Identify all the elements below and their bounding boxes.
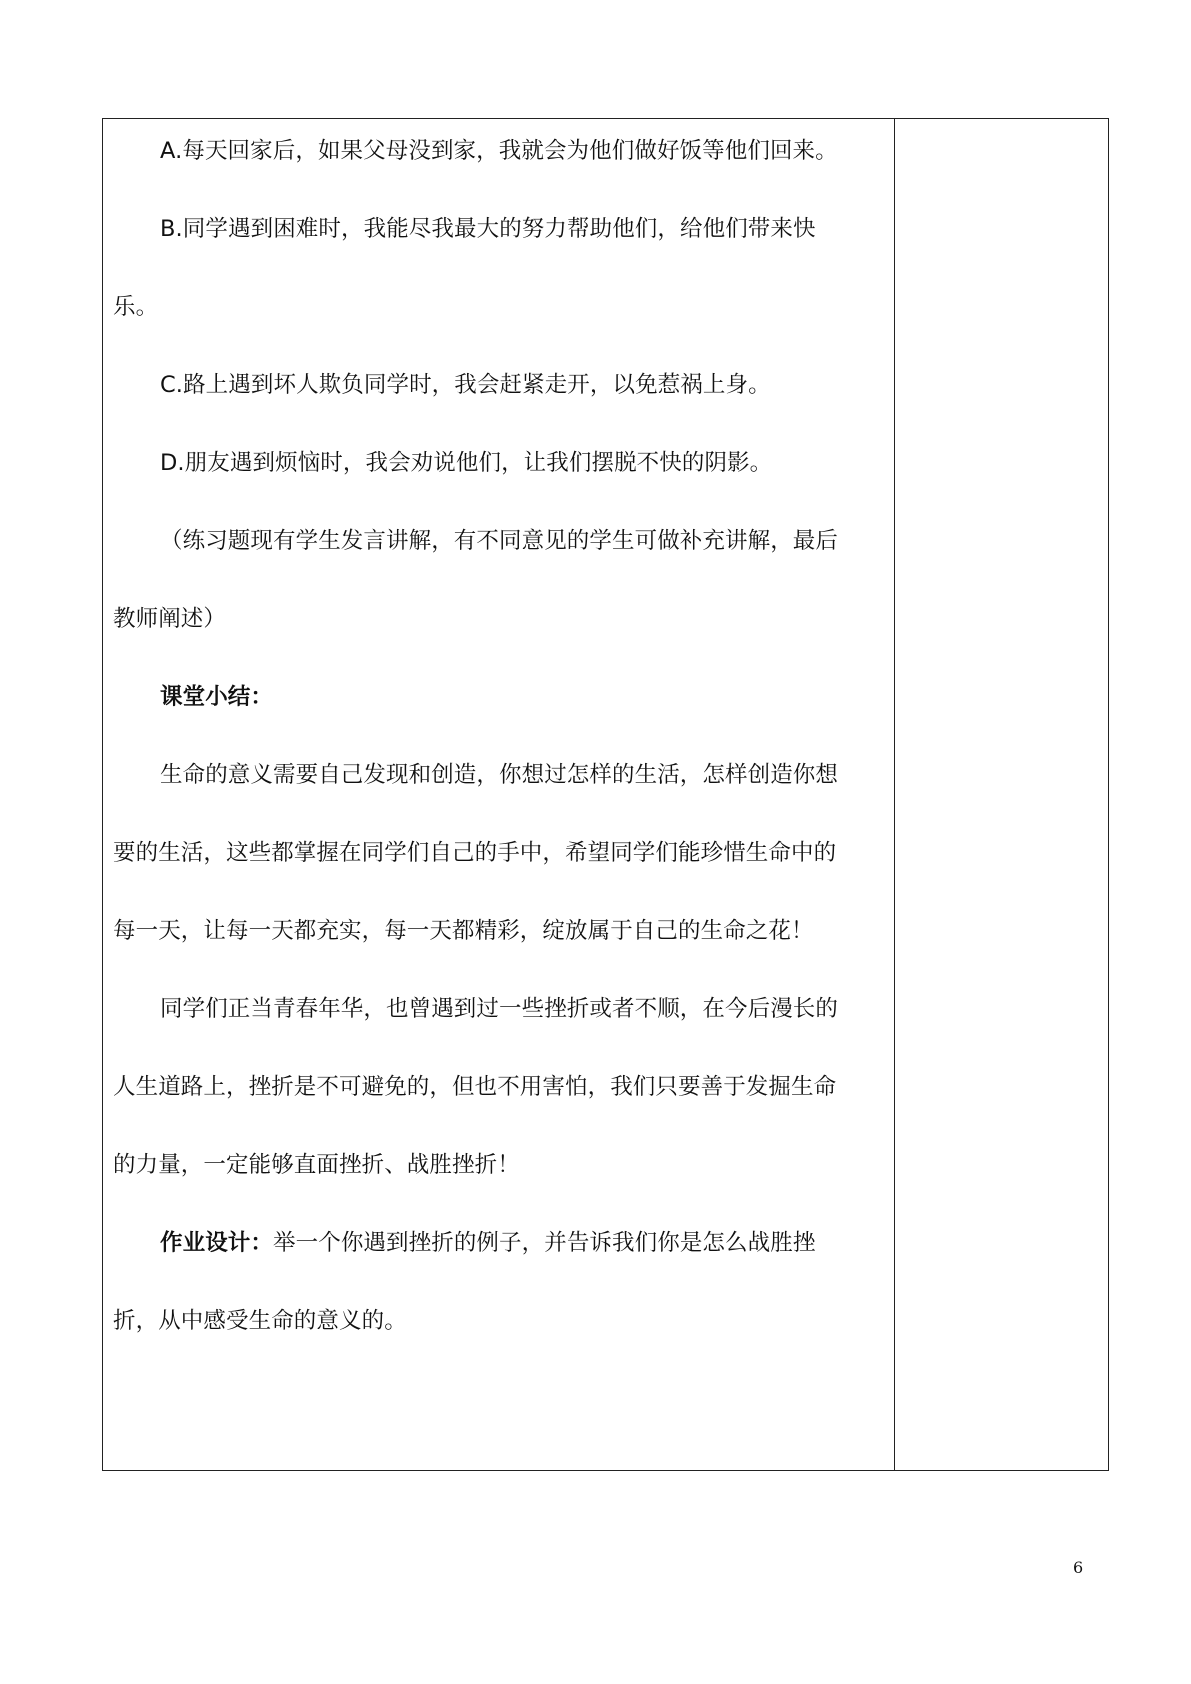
- summary-paragraph-2-line-1: 同学们正当青春年华，也曾遇到过一些挫折或者不顺，在今后漫长的: [160, 996, 839, 1022]
- summary-heading: 课堂小结：: [160, 684, 274, 710]
- homework-text: 举一个你遇到挫折的例子，并告诉我们你是怎么战胜挫: [273, 1230, 816, 1256]
- exercise-note: （练习题现有学生发言讲解，有不同意见的学生可做补充讲解，最后: [160, 528, 839, 554]
- summary-paragraph-1-line-1: 生命的意义需要自己发现和创造，你想过怎样的生活，怎样创造你想: [160, 762, 839, 788]
- homework-label: 作业设计：: [160, 1230, 274, 1256]
- homework-line: [160, 1228, 815, 1258]
- exercise-note-continued: 教师阐述）: [113, 606, 227, 632]
- option-c: C.路上遇到坏人欺负同学时，我会赶紧走开，以免惹祸上身。: [160, 372, 771, 398]
- notes-cell: [896, 119, 1108, 1470]
- option-a: A.每天回家后，如果父母没到家，我就会为他们做好饭等他们回来。: [160, 138, 838, 164]
- lesson-table: [102, 118, 1109, 1471]
- option-d: D.朋友遇到烦恼时，我会劝说他们，让我们摆脱不快的阴影。: [160, 450, 773, 476]
- page-number: 6: [1073, 1558, 1084, 1577]
- option-b: B.同学遇到困难时，我能尽我最大的努力帮助他们，给他们带来快: [160, 216, 816, 242]
- summary-paragraph-1-line-3: 每一天，让每一天都充实，每一天都精彩，绽放属于自己的生命之花！: [113, 918, 814, 944]
- summary-paragraph-2-line-2: 人生道路上，挫折是不可避免的，但也不用害怕，我们只要善于发掘生命: [113, 1074, 837, 1100]
- summary-paragraph-1-line-2: 要的生活，这些都掌握在同学们自己的手中，希望同学们能珍惜生命中的: [113, 840, 837, 866]
- summary-paragraph-2-line-3: 的力量，一定能够直面挫折、战胜挫折！: [113, 1152, 520, 1178]
- homework-continued: 折，从中感受生命的意义的。: [113, 1308, 407, 1334]
- column-divider: [894, 119, 895, 1470]
- option-b-continued: 乐。: [113, 294, 159, 320]
